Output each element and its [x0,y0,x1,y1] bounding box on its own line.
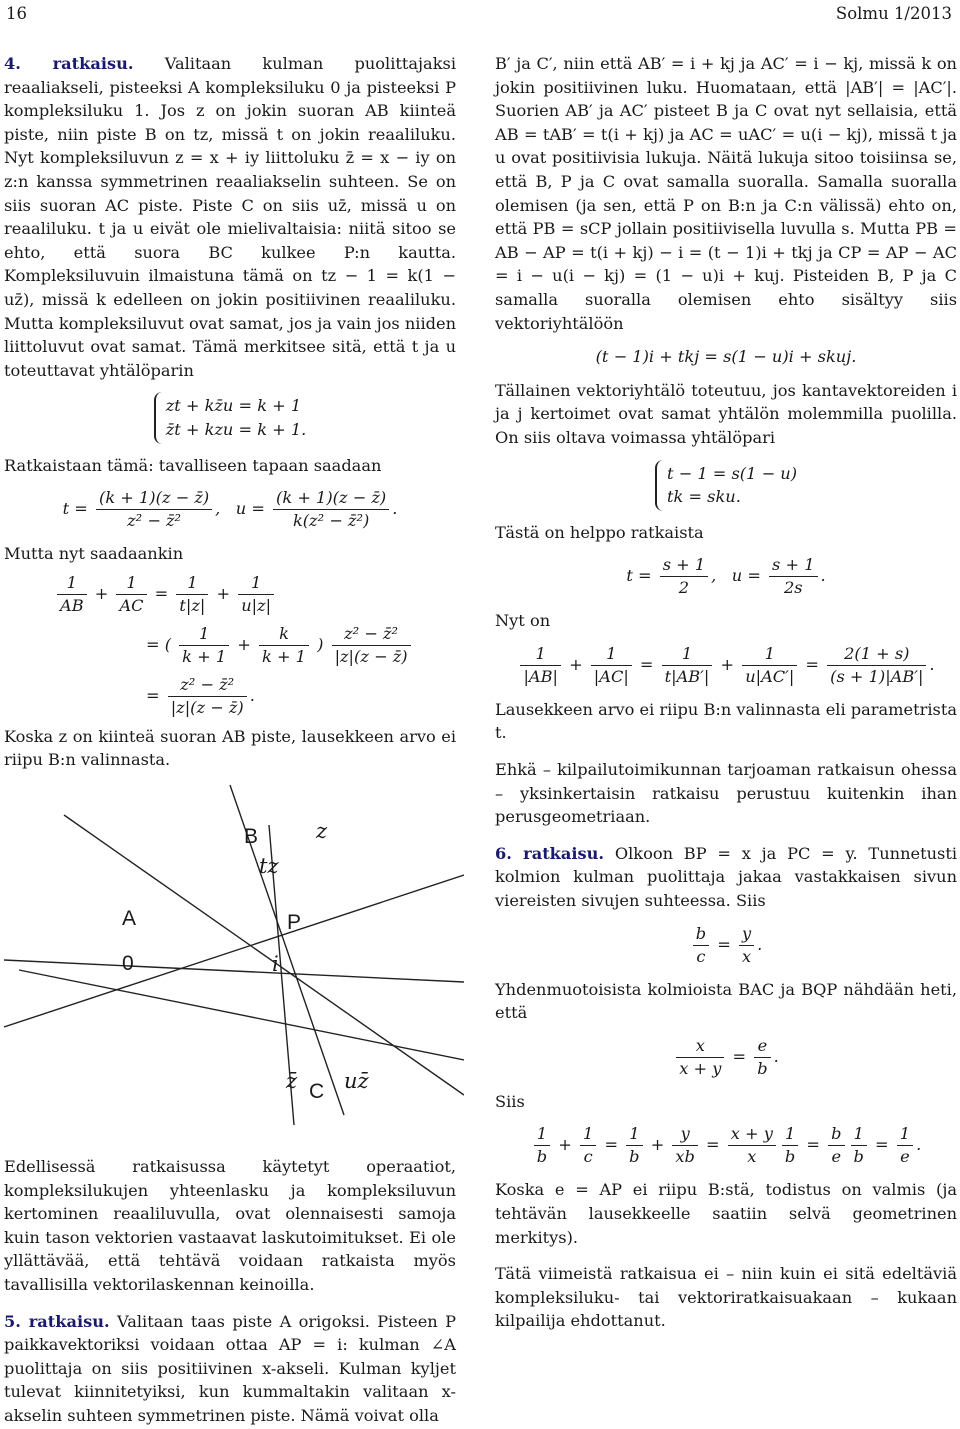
label-zbar: z̄ [286,1069,298,1093]
solution-5-intro: 5. ratkaisu. Valitaan taas piste A origoksi. Pisteen P paikkavektoriksi voidaan ottaa AP = i: kulman ∠A puolittaja on siis positiivinen x-akseli. Kulman kyljet tulevat kiinnitetyiksi, kun kummaltakin valitaan x-akselin suhteen symmetrinen piste. Nämä voivat olla [4,1311,456,1425]
left-column-bottom [4,1155,456,1428]
label-b: B [244,825,259,848]
equation-t-u-s: t = $\frac{s + 1}{2}$ , u = $\frac{s + 1}{2s}$ . [626,555,826,598]
geometry-figure [4,775,464,1125]
equation-vector-sum: $\frac{1}{|AB|}$ + $\frac{1}{|AC|}$ = $\frac{1}{t|AB'|}$ + $\frac{1}{u|AC'|}$ = $\frac{2(1 + s)}{(s + 1)|AB'|}$ . [495,643,957,688]
proof-complete-text: Koska e = AP ei riipu B:stä, todistus on valmis (ja tehtävän lausekkeelle saatiin selvä geometrinen merkitys). [495,1180,957,1247]
page-number: 16 [6,4,27,23]
operations-paragraph: Edellisessä ratkaisussa käytetyt operaatiot, kompleksilukujen yhteenlasku ja kompleksiluvun kertominen reaaliluvulla, ovat olennaisesti samoja kuin tason vektorien vastaavat laskutoimitukset. Ei ole yllättävää, että tehtävä voidaan ratkaista myös tavallisilla vektorilaskennan keinoilla. [4,1157,456,1294]
vector-paragraph: B′ ja C′, niin että AB′ = i + kj ja AC′ = i − kj, missä k on jokin positiivinen luku. Huomataan, että |AB′| = |AC′|. Suorien AB′ ja AC′ pisteet B ja C ovat nyt sellaisia, että AB = tAB′ = t(i + kj) ja AC = uAC′ = u(i − kj), missä t ja u ovat positiivisia lukuja. Näitä lukuja sitoo toisiinsa se, että B, P ja C ovat samalla suoralla. Samalla suoralla olemisen (ja sen, että P on B:n ja C:n välissä) ehto on, että PB = sCP jollain positiivisella luvulla s. Mutta PB = AB − AP = t(i + kj) − i = (t − 1)i + tkj ja CP = AP − AC = i − u(i − kj) = (1 − u)i + kuj. Pisteiden B, P ja C samalla suoralla olemisen ehto sisältyy siis vektoriyhtälöön [495,54,957,333]
elementary-text: Ehkä – kilpailutoimikunnan tarjoaman ratkaisun ohessa – yksinkertaisin ratkaisu perustuu kuitenkin ihan perusgeometriaan. [495,760,957,827]
equation-final: $\frac{1}{b}$ + $\frac{1}{c}$ = $\frac{1}{b}$ + $\frac{y}{xb}$ = $\frac{x + y}{x}$ $\frac{1}{b}$ = $\frac{b}{e}$ $\frac{1}{b}$ = $\frac{1}{e}$ . [495,1123,957,1168]
lower-side-line [19,970,464,1060]
equation-sum: $\frac{1}{AB}$ + $\frac{1}{AC}$ = $\frac{1}{t|z|}$ + $\frac{1}{u|z|}$ = ( $\frac{1}{k + 1}$ + $\frac{k}{k + 1}$ ) $\frac{\text{z² − z̄²}}{|z|(z - z̄)}$ = $\frac{\text{z² − z̄²}}{|z|(z - z̄)}$ . [54,572,456,719]
label-zero: 0 [122,952,134,975]
conclusion-4: Koska z on kiinteä suoran AB piste, lausekkeen arvo ei riipu B:n valinnasta. [4,726,456,770]
vector-equation: (t − 1)i + tkj = s(1 − u)i + skuj. [595,347,857,367]
now-text: Nyt on [495,611,551,631]
easy-solve-text: Tästä on helppo ratkaista [495,522,704,542]
thus-text: Siis [495,1091,525,1111]
label-z: z [316,819,328,843]
label-a: A [122,907,137,930]
solution-5-heading: 5. ratkaisu. [4,1311,110,1331]
page-header [0,0,960,24]
bisector-line-upper [4,875,464,1027]
journal-issue: Solmu 1/2013 [835,4,952,23]
label-tz: tz [259,854,279,878]
label-p: P [287,911,302,934]
equation-t-u: t = $\frac{(k + 1)(z - z̄)}{\text{z² − z̄²}}$ , u = $\frac{(k + 1)(z - z̄)}{\text{k(z² − z̄²)}}$ . [62,488,398,531]
solution-6-heading: 6. ratkaisu. [495,843,605,863]
but-text: Mutta nyt saadaankin [4,544,184,564]
label-i: i [272,952,279,976]
right-column [495,52,957,1333]
independence-text: Lausekkeen arvo ei riipu B:n valinnasta eli parametrista t. [495,699,957,743]
solve-text: Ratkaistaan tämä: tavalliseen tapaan saadaan [4,455,382,475]
real-axis-line [4,960,464,982]
similar-triangles-text: Yhdenmuotoisista kolmioista BAC ja BQP nähdään heti, että [495,979,957,1023]
closing-text: Tätä viimeistä ratkaisua ei – niin kuin ei sitä edeltäviä kompleksiluku- tai vektoriratkaisuakaan – kukaan kilpailija ehdottanut. [495,1264,957,1331]
solution-4-heading: 4. ratkaisu. [4,54,134,73]
label-c: C [309,1080,325,1103]
coefficients-paragraph: Tällainen vektoriyhtälö toteutuu, jos kantavektoreiden i ja j kertoimet ovat samat yhtälön molemmilla puolilla. On siis oltava voimassa yhtälöpari [495,380,957,447]
label-uzbar: uz̄ [344,1069,369,1093]
equation-similar: $\frac{x}{x + y}$ = $\frac{e}{b}$ . [495,1035,957,1080]
left-column [4,52,456,772]
equation-system-1: zt + kz̄u = k + 1 z̄t + kzu = k + 1. [4,392,456,443]
solution-6-intro: 6. ratkaisu. Olkoon BP = x ja PC = y. Tunnetusti kolmion kulman puolittaja jakaa vastakkaisen sivun viereisten sivujen suhteessa. Siis [495,843,957,911]
equation-system-2: t − 1 = s(1 − u) tk = sku. [495,460,957,511]
solution-4-intro: 4. ratkaisu. Valitaan kulman puolittajaksi reaaliakseli, pisteeksi A kompleksiluku 0 ja pisteeksi P kompleksiluku 1. Jos z on jokin suoran AB kiinteä piste, niin piste B on tz, missä t on jokin reaaliluku. Nyt kompleksiluvun z = x + iy liittoluku z̄ = x − iy on z:n kanssa symmetrinen reaaliakselin suhteen. Se on siis suoran AC piste. Piste C on siis uz̄, missä u on reaaliluku. t ja u eivät ole mielivaltaisia: niitä sitoo se ehto, että suora BC kulkee P:n kautta. Kompleksiluvuin ilmaistuna tämä on tz − 1 = k(1 − uz̄), missä k edelleen on jokin positiivinen reaaliluku. Mutta kompleksiluvut ovat samat, jos ja vain jos niiden liittoluvut ovat samat. Tämä merkitsee sitä, että t ja u toteuttavat yhtälöparin [4,54,456,380]
figure-lines [4,775,464,1125]
equation-ratio: $\frac{b}{c}$ = $\frac{y}{x}$ . [495,923,957,968]
